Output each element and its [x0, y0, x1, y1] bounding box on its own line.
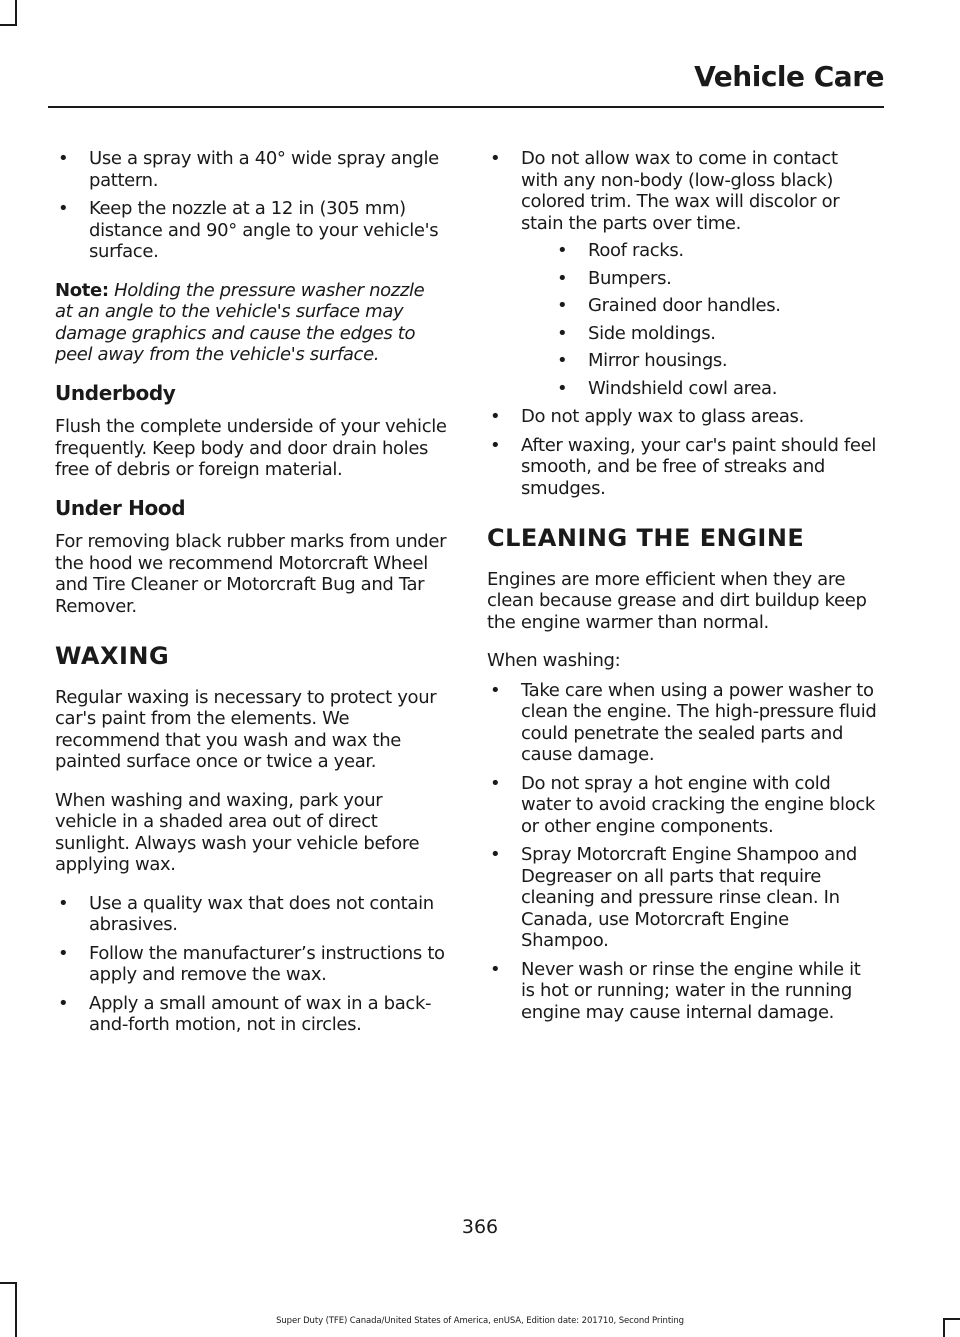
- trim-parts-list: [521, 240, 879, 399]
- under-hood-text: For removing black rubber marks from under the hood we recommend Motorcraft Wheel and Tire Cleaner or Motorcraft Bug and Tar Remover.: [55, 531, 447, 617]
- sub-list-item: • Roof racks.: [521, 240, 879, 262]
- list-item: • After waxing, your car's paint should feel smooth, and be free of streaks and smudges.: [487, 435, 879, 500]
- crop-mark-bottom-left-h: [0, 1282, 17, 1284]
- header-divider: [48, 106, 884, 108]
- list-item: • Never wash or rinse the engine while it is hot or running; water in the running engine may cause internal damage.: [487, 959, 879, 1024]
- list-item: • Use a spray with a 40° wide spray angle pattern.: [55, 148, 447, 191]
- underbody-text: Flush the complete underside of your vehicle frequently. Keep body and door drain holes free of debris or foreign material.: [55, 416, 447, 480]
- wax-list-continued: [487, 148, 879, 499]
- page-number: 366: [461, 1216, 499, 1238]
- sub-list-item: • Grained door handles.: [521, 295, 879, 317]
- page-header-title: Vehicle Care: [694, 60, 884, 93]
- list-item: • Do not apply wax to glass areas.: [487, 406, 879, 428]
- pressure-washer-list: [55, 148, 447, 263]
- footer-edition-text: Super Duty (TFE) Canada/United States of America, enUSA, Edition date: 201710, Second Printing: [276, 1316, 684, 1326]
- cleaning-engine-heading: CLEANING THE ENGINE: [487, 524, 805, 552]
- note-text: Holding the pressure washer nozzle at an angle to the vehicle's surface may damage graphics and cause the edges to peel away from the vehicle's surface.: [55, 279, 425, 365]
- right-column: [487, 148, 879, 1040]
- crop-mark-bottom-left-v: [15, 1282, 17, 1337]
- note-label: Note:: [55, 279, 109, 301]
- list-item: • Take care when using a power washer to clean the engine. The high-pressure fluid could penetrate the sealed parts and cause damage.: [487, 680, 879, 766]
- sub-list-item: • Windshield cowl area.: [521, 378, 879, 400]
- list-item-text: Do not allow wax to come in contact with any non-body (low-gloss black) colored trim. The wax will discolor or stain the parts over time.: [521, 148, 840, 234]
- list-item: • Follow the manufacturer’s instructions to apply and remove the wax.: [55, 943, 447, 986]
- engine-washing-list: [487, 680, 879, 1024]
- engine-para-2: When washing:: [487, 650, 621, 671]
- waxing-para-1: Regular waxing is necessary to protect your car's paint from the elements. We recommend that you wash and wax the painted surface once or twice a year.: [55, 686, 437, 772]
- list-item: • Use a quality wax that does not contain abrasives.: [55, 893, 447, 936]
- list-item: [487, 148, 879, 399]
- list-item: • Spray Motorcraft Engine Shampoo and Degreaser on all parts that require cleaning and pressure rinse clean. In Canada, use Motorcraft Engine Shampoo.: [487, 844, 879, 952]
- sub-list-item: • Mirror housings.: [521, 350, 879, 372]
- list-item: • Keep the nozzle at a 12 in (305 mm) distance and 90° angle to your vehicle's surface.: [55, 198, 447, 263]
- sub-list-item: • Side moldings.: [521, 323, 879, 345]
- list-item: • Do not spray a hot engine with cold water to avoid cracking the engine block or other engine components.: [487, 773, 879, 838]
- left-column: [55, 148, 447, 1053]
- crop-mark-top-left-h: [0, 24, 17, 26]
- engine-para-1: Engines are more efficient when they are clean because grease and dirt buildup keep the engine warmer than normal.: [487, 568, 867, 633]
- under-hood-heading: Under Hood: [55, 495, 186, 520]
- crop-mark-top-left-v: [15, 0, 17, 26]
- underbody-heading: Underbody: [55, 380, 176, 405]
- list-item: • Apply a small amount of wax in a back-and-forth motion, not in circles.: [55, 993, 447, 1036]
- waxing-heading: WAXING: [55, 642, 170, 670]
- waxing-para-2: When washing and waxing, park your vehicle in a shaded area out of direct sunlight. Always wash your vehicle before applying wax.: [55, 789, 420, 875]
- sub-list-item: • Bumpers.: [521, 268, 879, 290]
- note-paragraph: [55, 280, 447, 366]
- waxing-list: [55, 893, 447, 1036]
